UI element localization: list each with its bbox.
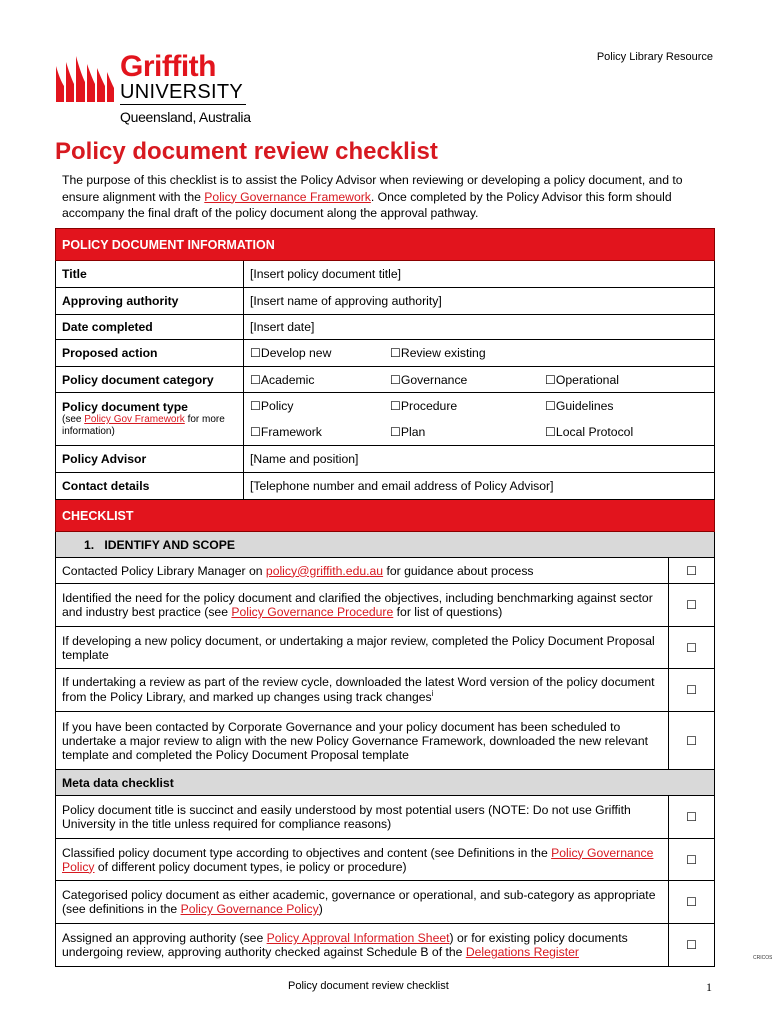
section-header-checklist: CHECKLIST xyxy=(56,500,715,532)
guidelines-checkbox[interactable]: ☐Guidelines xyxy=(545,399,614,413)
checklist-checkbox[interactable]: ☐ xyxy=(669,558,715,584)
info-row-type xyxy=(56,393,715,446)
page-title: Policy document review checklist xyxy=(55,138,438,165)
checklist-row: If you have been contacted by Corporate Governance and your policy document has been scheduled to undertake a major review to align with the new Policy Governance Framework, downloaded the new relevant template and completed the Policy Document Proposal template ☐ xyxy=(56,712,715,770)
policy-checkbox[interactable]: ☐Policy xyxy=(250,399,294,413)
checklist-row: Classified policy document type according to objectives and content (see Definitions in the Policy Governance Policy of different policy document types, ie policy or procedure) ☐ xyxy=(56,839,715,881)
checklist-checkbox[interactable]: ☐ xyxy=(669,712,715,770)
logo-location: Queensland, Australia xyxy=(120,109,251,125)
approving-authority-field[interactable]: [Insert name of approving authority] xyxy=(244,288,715,315)
policy-governance-framework-link[interactable]: Policy Governance Framework xyxy=(204,189,371,204)
review-existing-checkbox[interactable]: ☐Review existing xyxy=(390,346,486,360)
checklist-checkbox[interactable]: ☐ xyxy=(669,584,715,627)
policy-gov-framework-link[interactable]: Policy Gov Framework xyxy=(84,414,185,425)
intro-paragraph xyxy=(62,172,710,222)
checklist-row: Identified the need for the policy document and clarified the objectives, including benchmarking against sector and industry best practice (see Policy Governance Procedure for list of questions) ☐ xyxy=(56,584,715,627)
develop-new-checkbox[interactable]: ☐Develop new xyxy=(250,346,332,360)
flame-emblem-icon xyxy=(54,56,116,104)
cricos-code: CRICOS xyxy=(753,955,772,961)
framework-checkbox[interactable]: ☐Framework xyxy=(250,425,322,439)
operational-checkbox[interactable]: ☐Operational xyxy=(545,372,619,387)
checklist-row: If developing a new policy document, or undertaking a major review, completed the Policy Document Proposal template ☐ xyxy=(56,627,715,669)
footnote-marker: i xyxy=(431,689,434,699)
governance-checkbox[interactable]: ☐Governance xyxy=(390,372,468,387)
policy-approval-info-sheet-link[interactable]: Policy Approval Information Sheet xyxy=(266,931,450,945)
title-field[interactable]: [Insert policy document title] xyxy=(244,261,715,288)
footer-title: Policy document review checklist xyxy=(288,980,449,992)
info-row-category: Policy document category ☐Academic ☐Governance ☐Operational xyxy=(56,367,715,393)
checklist-checkbox[interactable]: ☐ xyxy=(669,796,715,839)
date-field[interactable]: [Insert date] xyxy=(244,315,715,340)
section-meta-data: Meta data checklist xyxy=(56,770,715,796)
info-row-action: Proposed action ☐Develop new ☐Review existing xyxy=(56,340,715,367)
type-note: (see Policy Gov Framework for more information) xyxy=(62,414,225,437)
section-identify-scope: 1. IDENTIFY AND SCOPE xyxy=(56,532,715,558)
checklist-row: If undertaking a review as part of the review cycle, downloaded the latest Word version of the policy document from the Policy Library, and marked up changes using track changes$^i$ ☐ xyxy=(56,669,715,712)
contact-details-field[interactable]: [Telephone number and email address of Policy Advisor] xyxy=(244,473,715,500)
checklist-checkbox[interactable]: ☐ xyxy=(669,627,715,669)
delegations-register-link[interactable]: Delegations Register xyxy=(465,945,579,959)
page-number: 1 xyxy=(706,980,712,994)
checklist-checkbox[interactable]: ☐ xyxy=(669,669,715,712)
info-row-advisor: Policy Advisor [Name and position] xyxy=(56,446,715,473)
info-row-contact: Contact details [Telephone number and email address of Policy Advisor] xyxy=(56,473,715,500)
section-header-info: POLICY DOCUMENT INFORMATION xyxy=(56,229,715,261)
resource-label: Policy Library Resource xyxy=(596,51,713,63)
intro-text: . Once completed by the Policy Advisor this form should accompany the final draft of the policy document along the approval pathway. xyxy=(62,189,672,220)
policy-governance-policy-link[interactable]: Policy Governance Policy xyxy=(62,845,654,874)
checklist-row: Assigned an approving authority (see Policy Approval Information Sheet) or for existing policy documents undergoing review, approving authority checked against Schedule B of the Delegations Register ☐ xyxy=(56,924,715,967)
plan-checkbox[interactable]: ☐Plan xyxy=(390,425,426,439)
checklist-row: Contacted Policy Library Manager on policy@griffith.edu.au for guidance about process ☐ xyxy=(56,558,715,584)
info-row-authority: Approving authority [Insert name of approving authority] xyxy=(56,288,715,315)
logo-university: UNIVERSITY xyxy=(120,81,244,103)
info-row-date: Date completed [Insert date] xyxy=(56,315,715,340)
checklist-row: Policy document title is succinct and easily understood by most potential users (NOTE: Do not use Griffith University in the title unless required for compliance reasons) ☐ xyxy=(56,796,715,839)
logo-divider xyxy=(120,104,246,105)
checklist-checkbox[interactable]: ☐ xyxy=(669,881,715,924)
info-row-title: Title [Insert policy document title] xyxy=(56,261,715,288)
local-protocol-checkbox[interactable]: ☐Local Protocol xyxy=(545,425,634,439)
policy-governance-policy-link[interactable]: Policy Governance Policy xyxy=(180,902,319,916)
academic-checkbox[interactable]: ☐Academic xyxy=(250,372,315,387)
checklist-row: Categorised policy document as either academic, governance or operational, and sub-category as appropriate (see definitions in the Policy Governance Policy) ☐ xyxy=(56,881,715,924)
intro-text: The purpose of this checklist is to assist the Policy Advisor when reviewing or developing a policy document, and to ensure alignment with the xyxy=(62,173,683,204)
griffith-logo xyxy=(54,52,254,124)
type-label: Policy document type xyxy=(62,400,188,414)
checklist-checkbox[interactable]: ☐ xyxy=(669,839,715,881)
policy-email-link[interactable]: policy@griffith.edu.au xyxy=(265,563,384,578)
checklist-table xyxy=(55,228,715,967)
logo-wordmark: Griffith xyxy=(120,50,216,83)
policy-governance-procedure-link[interactable]: Policy Governance Procedure xyxy=(231,605,394,619)
procedure-checkbox[interactable]: ☐Procedure xyxy=(390,399,458,413)
checklist-checkbox[interactable]: ☐ xyxy=(669,924,715,967)
policy-advisor-field[interactable]: [Name and position] xyxy=(244,446,715,473)
